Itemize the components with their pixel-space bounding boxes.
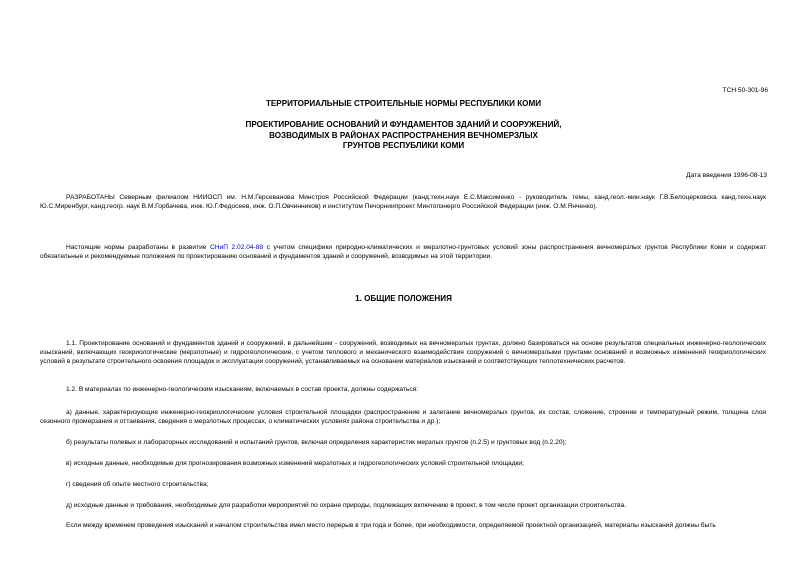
intro-text-after: с учетом специфики природно-климатических и мерзлотно-грунтовых условий зоны распространения вечномерзлых грунтов Республики Коми и содержат обязательные и рекомендуемые положения по проектированию оснований и фундаментов зданий и сооружений, возводимых на этой территории. bbox=[40, 244, 766, 261]
list-item-e: д) исходные данные и требования, необходимые для разработки мероприятий по охране природы, подлежащих включению в проект, в том числе проект организации строительства. bbox=[66, 502, 627, 509]
list-item-b: б) результаты полевых и лабораторных исследований и испытаний грунтов, включая определения характеристик мерзлых грунтов (п.2.5) и грунтовых вод (п.2.20); bbox=[66, 439, 567, 446]
list-item-c: в) исходные данные, необходимые для прогнозирования возможных изменений мерзлотных и гидрогеологических условий строительной площадки; bbox=[66, 460, 524, 467]
list-item-d: г) сведения об опыте местного строительства; bbox=[66, 481, 209, 488]
section-heading: 1. ОБЩИЕ ПОЛОЖЕНИЯ bbox=[355, 294, 452, 303]
paragraph-continuation: Если между временем проведения изысканий и началом строительства имел место перерыв в три года и более, при необходимости, определяемой проектной организацией, материалы изысканий должны быть bbox=[66, 522, 716, 529]
intro-text-before: Настоящие нормы разработаны в развитие bbox=[66, 244, 211, 251]
paragraph-1-2: 1.2. В материалах по инженерно-геологическим изысканиям, включаемых в состав проекта, должны содержаться: bbox=[66, 386, 419, 393]
document-title: ТЕРРИТОРИАЛЬНЫЕ СТРОИТЕЛЬНЫЕ НОРМЫ РЕСПУБЛИКИ КОМИ bbox=[265, 99, 542, 108]
document-subtitle bbox=[0, 120, 807, 152]
subtitle-line: ВОЗВОДИМЫХ В РАЙОНАХ РАСПРОСТРАНЕНИЯ ВЕЧНОМЕРЗЛЫХ bbox=[269, 130, 538, 140]
document-number: ТСН 50-301-96 bbox=[722, 87, 768, 94]
paragraph-1-1: 1.1. Проектирование оснований и фундаментов зданий и сооружений, в дальнейшем - сооружений, возводимых на вечномерзлых грунтах, должно базироваться на основе результатов специальных инженерно-геологических изысканий, включающих геокриологические (мерзлотные) и гидрогеологические, с учетом теплового и механического взаимодействия сооружений с вечномерзлыми грунтами оснований и возможных изменений геокриологических условий в результате строительного освоения площадок и эксплуатации сооружений, устанавливаемых на основании материалов изысканий и соответствующих теплотехнических расчетов. bbox=[40, 340, 766, 366]
subtitle-line: ГРУНТОВ РЕСПУБЛИКИ КОМИ bbox=[342, 141, 465, 150]
intro-paragraph bbox=[40, 243, 766, 261]
introduction-date: Дата введения 1996-08-13 bbox=[686, 172, 767, 179]
subtitle-line: ПРОЕКТИРОВАНИЕ ОСНОВАНИЙ И ФУНДАМЕНТОВ ЗДАНИЙ И СООРУЖЕНИЙ, bbox=[245, 120, 562, 129]
developers-paragraph: РАЗРАБОТАНЫ Северным филиалом НИИОСП им. Н.М.Герсеванова Минстроя Российской Федерации (канд.техн.наук Е.С.Максименко - руководитель темы, канд.геол.-мин.наук Г.В.Белоцерковска канд.техн.наук Ю.С.Миренбург, канд.геогр. наук В.М.Горбачева, инж. Ю.Г.Федосеев, инж. О.П.Овчинников) и институтом Печорниипроект Минтопэнерго Российской Федерации (инж. О.М.Янченко). bbox=[40, 194, 766, 211]
snip-link[interactable]: СНиП 2.02.04-88 bbox=[210, 244, 264, 251]
list-item-a: а) данные, характеризующие инженерно-геокриологические условия строительной площадки (распространение и залегание вечномерзлых грунтов, их состав, сложение, строение и температурный режим, толщина слоя сезонного промерзания и оттаивания, сведения о мерзлотных процессах, о климатических условиях района строительства и др.); bbox=[40, 409, 766, 426]
